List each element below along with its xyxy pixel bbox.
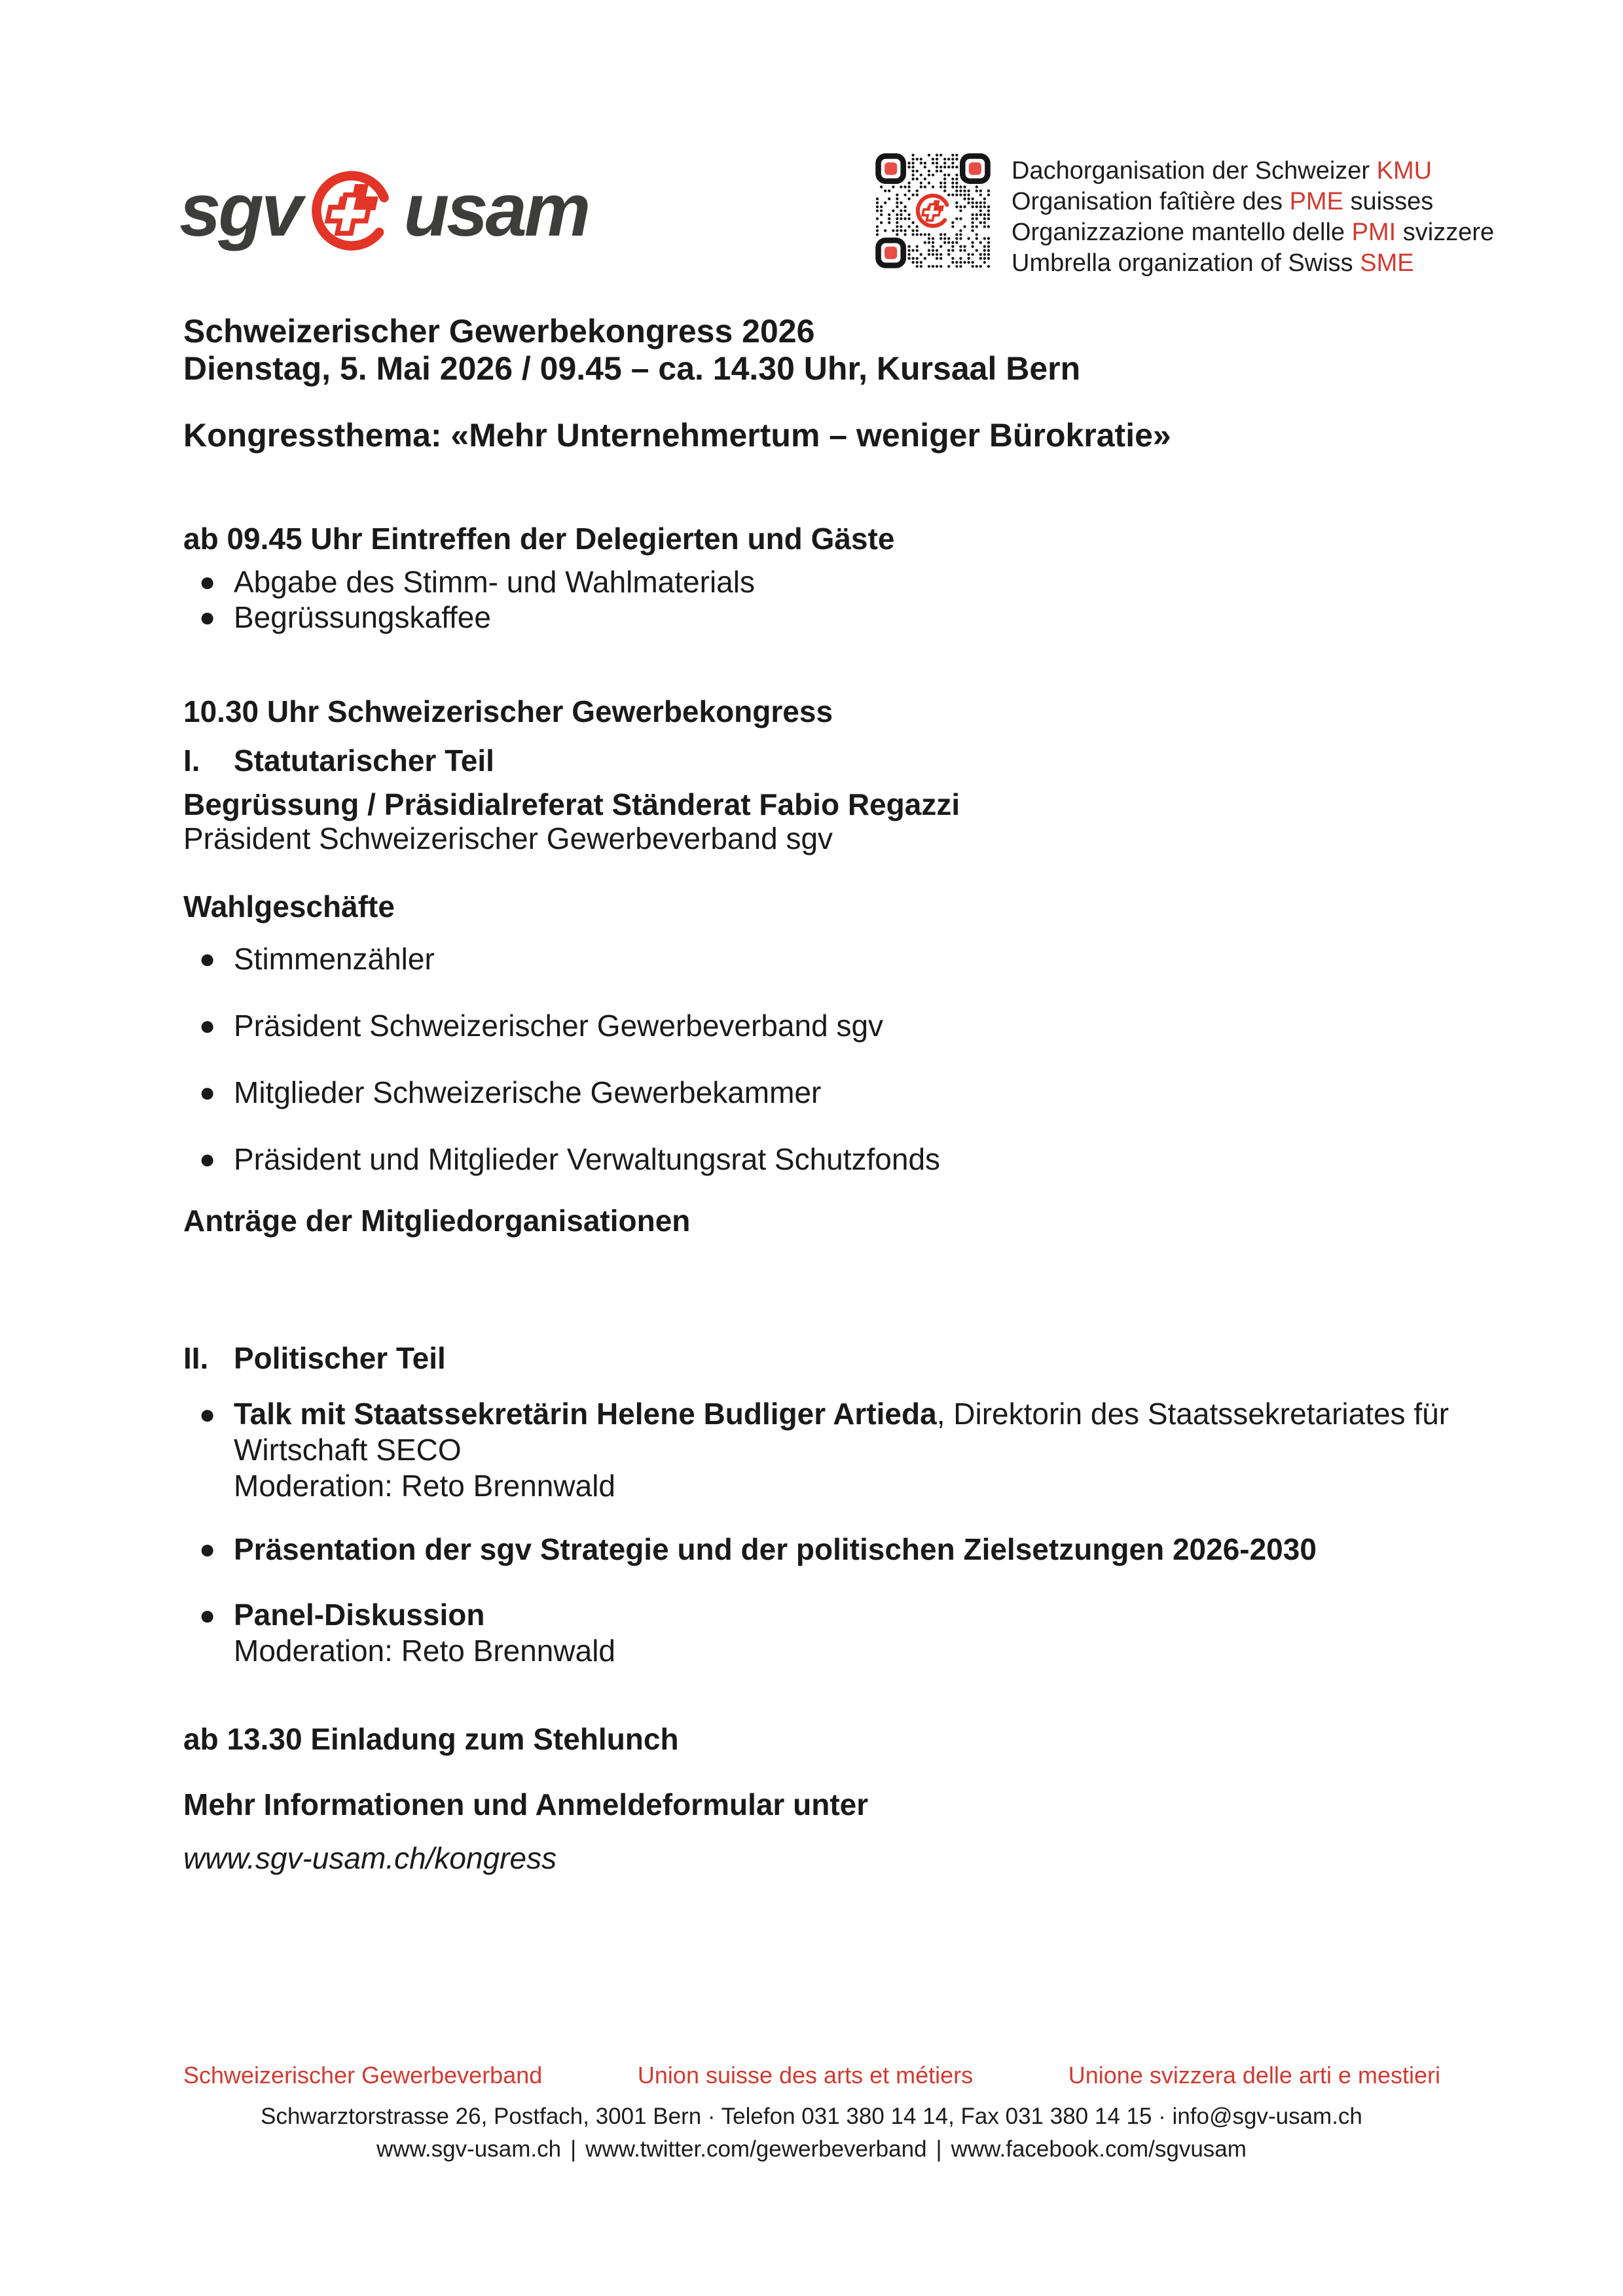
- greeting-subtitle: Präsident Schweizerischer Gewerbeverband sgv: [183, 821, 833, 855]
- swiss-cross-circle-icon: [306, 166, 397, 256]
- heading-motions: Anträge der Mitgliedorganisationen: [183, 1204, 691, 1238]
- logo-text-usam: usam: [403, 169, 589, 252]
- sgv-usam-logo: [179, 165, 588, 257]
- congress-url-link[interactable]: www.sgv-usam.ch/kongress: [183, 1841, 557, 1875]
- section-part2: [183, 1340, 446, 1376]
- footer-org-de: Schweizerischer Gewerbeverband: [183, 2062, 543, 2089]
- panel-text: Panel-Diskussion Moderation: Reto Brennwald: [234, 1598, 615, 1668]
- footer-org-fr: Union suisse des arts et métiers: [637, 2062, 974, 2089]
- heading-congress: 10.30 Uhr Schweizerischer Gewerbekongress: [183, 694, 833, 728]
- section-part1: [183, 743, 494, 778]
- list-item: ● Stimmenzähler: [183, 941, 940, 977]
- bullet-icon: ●: [199, 601, 216, 632]
- heading-arrival: ab 09.45 Uhr Eintreffen der Delegierten und Gäste: [183, 522, 895, 556]
- footer-address: Schwarztorstrasse 26, Postfach, 3001 Bern · Telefon 031 380 14 14, Fax 031 380 14 15 · info@sgv-usam.ch: [261, 2104, 1362, 2129]
- title-line-2: Dienstag, 5. Mai 2026 / 09.45 – ca. 14.30 Uhr, Kursaal Bern: [183, 350, 1081, 387]
- heading-lunch: ab 13.30 Einladung zum Stehlunch: [183, 1722, 679, 1756]
- org-line: Dachorganisation der Schweizer KMU: [1012, 157, 1432, 185]
- list-item: ● Präsident Schweizerischer Gewerbeverband sgv: [183, 1008, 940, 1043]
- footer-organisations: [183, 2062, 1440, 2089]
- footer-org-it: Unione svizzera delle arti e mestieri: [1068, 2062, 1440, 2089]
- org-line: Organisation faîtière des PME suisses: [1012, 188, 1434, 215]
- logo-text-sgv: sgv: [179, 169, 301, 252]
- bullet-icon: ●: [199, 1600, 216, 1630]
- bullet-icon: ●: [199, 1010, 216, 1041]
- bullet-icon: ●: [199, 1534, 216, 1564]
- bullet-icon: ●: [199, 1143, 216, 1174]
- presentation-bullet: ● Präsentation der sgv Strategie und der politischen Zielsetzungen 2026-2030: [183, 1532, 1317, 1567]
- qr-code: [875, 153, 991, 268]
- list-item: ● Abgabe des Stimm- und Wahlmaterials: [183, 564, 755, 600]
- bullet-icon: ●: [199, 1077, 216, 1107]
- footer-link-twitter[interactable]: www.twitter.com/gewerbeverband: [585, 2136, 927, 2162]
- heading-info: Mehr Informationen und Anmeldeformular unter: [183, 1787, 869, 1821]
- bullet-icon: ●: [199, 1399, 216, 1429]
- talk-text: Talk mit Staatssekretärin Helene Budliger Artieda, Direktorin des Staatssekretariates für Wirtschaft SECO Moderation: Reto Brennwald: [234, 1397, 1450, 1503]
- document-title: [183, 313, 1080, 387]
- list-item: ● Begrüssungskaffee: [183, 600, 755, 635]
- footer-web-line: www.sgv-usam.ch | www.twitter.com/gewerbeverband | www.facebook.com/sgvusam: [376, 2136, 1247, 2162]
- bullet-icon: ●: [199, 943, 216, 974]
- footer-link-facebook[interactable]: www.facebook.com/sgvusam: [951, 2136, 1247, 2162]
- panel-bullet: [183, 1597, 615, 1669]
- org-line: Organizzazione mantello delle PMI svizzere: [1012, 219, 1495, 246]
- section-title: Statutarischer Teil: [234, 744, 494, 778]
- talk-bullet: [183, 1396, 1449, 1504]
- arrival-bullet-list: [183, 564, 755, 635]
- org-line: Umbrella organization of Swiss SME: [1012, 249, 1414, 277]
- congress-theme: Kongressthema: «Mehr Unternehmertum – weniger Bürokratie»: [183, 417, 1171, 454]
- footer-link-web[interactable]: www.sgv-usam.ch: [376, 2136, 562, 2162]
- org-description-block: [1012, 156, 1494, 279]
- list-item: ● Mitglieder Schweizerische Gewerbekammer: [183, 1075, 940, 1110]
- greeting-block: [183, 787, 960, 855]
- section-numeral: II.: [183, 1341, 209, 1375]
- greeting-title: Begrüssung / Präsidialreferat Ständerat Fabio Regazzi: [183, 787, 960, 821]
- list-item: ● Präsident und Mitglieder Verwaltungsrat Schutzfonds: [183, 1141, 940, 1177]
- section-numeral: I.: [183, 744, 200, 778]
- title-line-1: Schweizerischer Gewerbekongress 2026: [183, 313, 815, 350]
- bullet-icon: ●: [199, 566, 216, 597]
- elections-bullet-list: [183, 941, 940, 1177]
- section-title: Politischer Teil: [234, 1341, 446, 1375]
- heading-elections: Wahlgeschäfte: [183, 889, 395, 924]
